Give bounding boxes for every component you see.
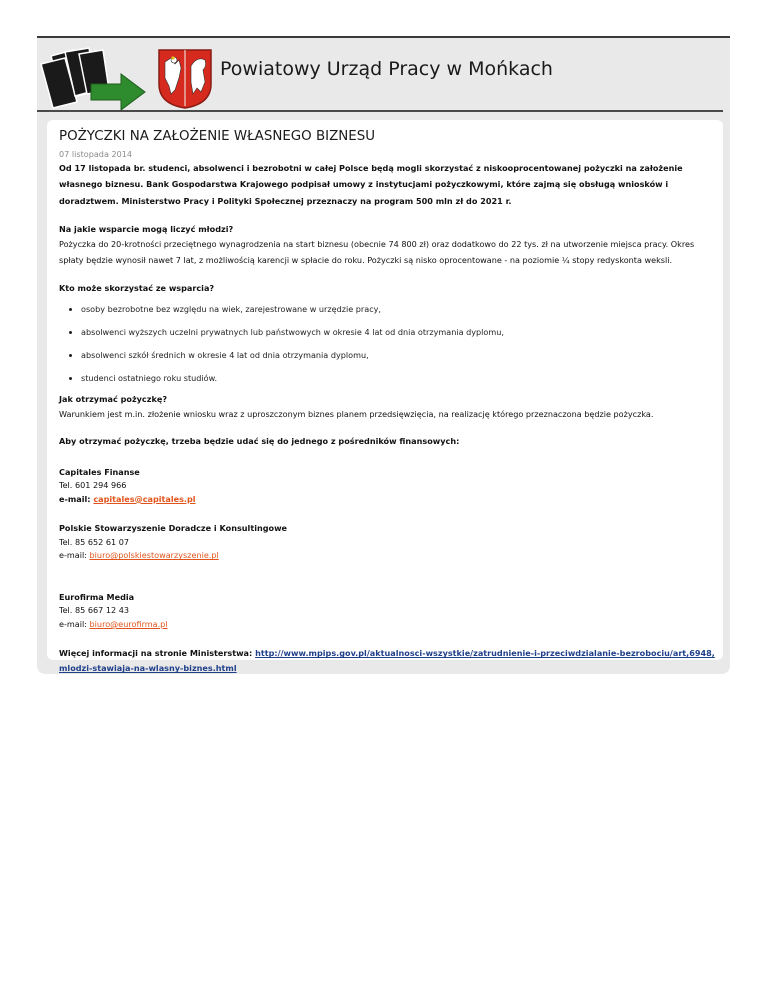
contact-name: Capitales Finanse: [59, 466, 140, 477]
email-link-psdk[interactable]: biuro@polskiestowarzyszenie.pl: [89, 550, 219, 561]
list-item: • studenci ostatniego roku studiów.: [81, 372, 715, 384]
question-intermediaries: Aby otrzymać pożyczkę, trzeba będzie udać się do jednego z pośredników finansowych:: [59, 435, 460, 446]
contact-email-row: [59, 549, 715, 563]
site-title: Powiatowy Urząd Pracy w Mońkach: [220, 58, 553, 80]
article-date: 07 listopada 2014: [59, 149, 133, 159]
eligibility-list: [59, 303, 715, 384]
contact-capitales: [59, 466, 715, 507]
email-link-capitales[interactable]: capitales@capitales.pl: [93, 493, 196, 504]
ministry-link[interactable]: http://www.mpips.gov.pl/aktualnosci-wszystkie/zatrudnienie-i-przeciwdzialanie-bezrobociu/art,6948,mlodzi-stawiaja-na-wlasny-biznes.html: [59, 648, 715, 674]
contact-phone: Tel. 601 294 966: [59, 480, 127, 491]
article-title: POŻYCZKI NA ZAŁOŻENIE WŁASNEGO BIZNESU: [59, 129, 376, 144]
contact-psdk: [59, 522, 715, 563]
list-item: • absolwenci wyższych uczelni prywatnych lub państwowych w okresie 4 lat od dnia otrzymania dyplomu,: [81, 326, 715, 338]
contact-email-row: [59, 618, 715, 632]
contact-email-row: [59, 493, 715, 507]
list-item: • absolwenci szkół średnich w okresie 4 lat od dnia otrzymania dyplomu,: [81, 349, 715, 361]
page-frame: [37, 36, 730, 674]
question-support: Na jakie wsparcie mogą liczyć młodzi?: [59, 223, 234, 234]
email-label: e-mail:: [59, 550, 87, 561]
answer-support: Pożyczka do 20-krotności przeciętnego wynagrodzenia na start biznesu (obecnie 74 800 zł) oraz dodatkowo do 22 tys. zł na utworzenie miejsca pracy. Okres spłaty będzie wynosił nawet 7 lat, z możliwością karencji w spłacie do roku. Pożyczki są nisko oprocentowane - na poziomie ¼ stopy redyskonta weksli.: [59, 238, 695, 266]
more-info: [59, 646, 715, 676]
email-label: e-mail:: [59, 618, 87, 629]
contact-name: Polskie Stowarzyszenie Doradcze i Konsultingowe: [59, 523, 288, 534]
documents-arrow-icon: [37, 46, 149, 112]
more-info-label: Więcej informacji na stronie Ministerstwa:: [59, 648, 253, 659]
contact-phone: Tel. 85 667 12 43: [59, 605, 130, 616]
header-divider: [37, 110, 723, 112]
list-item: • osoby bezrobotne bez względu na wiek, zarejestrowane w urzędzie pracy,: [81, 303, 715, 315]
email-link-eurofirma[interactable]: biuro@eurofirma.pl: [89, 618, 168, 629]
article-lead: Od 17 listopada br. studenci, absolwenci i bezrobotni w całej Polsce będą mogli skorzystać z niskooprocentowanej pożyczki na założenie własnego biznesu. Bank Gospodarstwa Krajowego podpisał umowy z instytucjami pożyczkowymi, które zajmą się obsługą wniosków i doradztwem. Ministerstwo Pracy i Polityki Społecznej przeznaczy na program 500 mln zł do 2021 r.: [59, 163, 683, 206]
contact-name: Eurofirma Media: [59, 591, 135, 602]
site-header: [37, 38, 730, 112]
email-label: e-mail:: [59, 493, 91, 504]
contact-eurofirma: [59, 591, 715, 632]
contact-phone: Tel. 85 652 61 07: [59, 536, 130, 547]
article-card: [47, 120, 723, 674]
answer-how: Warunkiem jest m.in. złożenie wniosku wraz z uproszczonym biznes planem przedsięwzięcia, na realizację którego przeznaczona będzie pożyczka.: [59, 409, 654, 420]
eagle-goat-crest-icon: [157, 48, 213, 110]
question-how: Jak otrzymać pożyczkę?: [59, 394, 168, 405]
question-eligibility: Kto może skorzystać ze wsparcia?: [59, 283, 215, 294]
article-content: [59, 120, 715, 676]
